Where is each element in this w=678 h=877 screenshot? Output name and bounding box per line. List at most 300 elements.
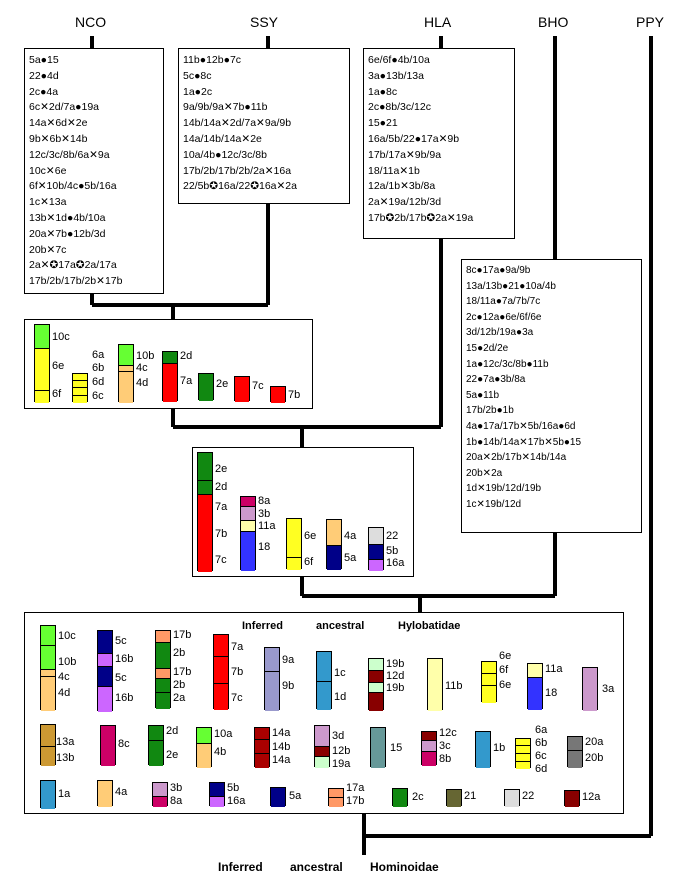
- event-line: 6e/6f●4b/10a: [368, 54, 430, 66]
- chromosome: [286, 518, 302, 569]
- chromosome: [368, 658, 384, 710]
- chromosome-segment: [153, 797, 167, 807]
- chromosome-label: 7c: [231, 692, 243, 704]
- event-line: 6c✕2d/7a●19a: [29, 101, 100, 114]
- chromosome-label: 5b: [386, 545, 399, 557]
- chromosome-segment: [287, 519, 301, 558]
- chromosome-segment: [369, 528, 383, 545]
- chromosome-segment: [369, 659, 383, 671]
- chromosome-segment: [214, 657, 228, 684]
- chromosome-label: 10c: [58, 630, 76, 642]
- chromosome: [40, 724, 56, 765]
- chromosome-label: 6c: [535, 750, 547, 762]
- hominoidae-title-1: Inferred: [218, 860, 263, 874]
- chromosome-segment: [265, 672, 279, 711]
- chromosome-label: 7c: [215, 554, 227, 566]
- chromosome-label: 1a: [58, 788, 71, 800]
- chromosome-segment: [73, 374, 87, 381]
- chromosome-segment: [98, 687, 112, 712]
- chromosome-segment: [516, 739, 530, 746]
- event-line: 12a/1b✕3b/8a: [368, 180, 436, 193]
- chromosome-segment: [369, 693, 383, 711]
- event-line: 1d✕19b/12d/19b: [466, 483, 542, 495]
- chromosome-segment: [197, 728, 211, 744]
- chromosome: [567, 736, 583, 767]
- chromosome-segment: [265, 648, 279, 672]
- chromosome-label: 21: [464, 790, 477, 802]
- chromosome-segment: [528, 678, 542, 710]
- chromosome-label: 2b: [173, 647, 186, 659]
- chromosome-label: 16a: [227, 795, 246, 807]
- chromosome-label: 11a: [258, 520, 276, 532]
- chromosome-segment: [35, 391, 49, 403]
- chromosome-label: 8a: [170, 795, 183, 807]
- chromosome: [152, 782, 168, 806]
- chromosome-segment: [369, 560, 383, 571]
- event-line: 12c/3c/8b/6a✕9a: [29, 148, 110, 161]
- chromosome-label: 12a: [582, 791, 601, 803]
- chromosome-label: 11b: [445, 680, 463, 692]
- event-line: 17b✪2b/17b✪2a✕19a: [368, 211, 474, 224]
- chromosome-label: 9a: [282, 654, 295, 666]
- chromosome: [196, 727, 212, 767]
- chromosome-segment: [119, 345, 133, 366]
- event-line: 17b/17a✕9b/9a: [368, 148, 442, 161]
- event-line: 10c✕6e: [29, 164, 67, 177]
- chromosome-segment: [317, 652, 331, 682]
- event-line: 3a●13b/13a: [368, 69, 424, 82]
- event-line: 15●2d/2e: [466, 342, 509, 354]
- chromosome-label: 8c: [118, 738, 130, 750]
- chromosome-segment: [198, 481, 212, 495]
- chromosome-segment: [447, 790, 461, 807]
- chromosome-label: 20a: [585, 736, 604, 748]
- chromosome-segment: [317, 682, 331, 710]
- chromosome-segment: [98, 781, 112, 807]
- chromosome-segment: [198, 453, 212, 481]
- chromosome-label: 13a: [56, 736, 75, 748]
- chromosome-segment: [98, 654, 112, 667]
- chromosome-segment: [98, 631, 112, 654]
- nco-events-list: [29, 53, 122, 290]
- event-line: 17b/2b/17b/2b✕17b: [29, 275, 123, 288]
- chromosome-segment: [329, 789, 343, 798]
- chromosome-segment: [422, 741, 436, 752]
- chromosome-label: 6f: [52, 388, 62, 400]
- chromosome: [481, 661, 497, 702]
- species-label-ssy: SSY: [250, 14, 279, 30]
- chromosome-label: 6d: [535, 763, 548, 775]
- chromosome-segment: [287, 558, 301, 570]
- chromosome-label: 4a: [344, 530, 357, 542]
- chromosome: [392, 788, 408, 806]
- chromosome: [527, 663, 543, 709]
- chromosome-label: 6d: [92, 376, 105, 388]
- chromosome: [234, 376, 250, 401]
- chromosome: [254, 727, 270, 767]
- chromosome-label: 22: [522, 790, 535, 802]
- chromosome-segment: [241, 521, 255, 532]
- chromosome: [209, 782, 225, 806]
- event-line: 4a●17a/17b✕5b/16a●6d: [466, 420, 576, 432]
- event-line: 13b✕1d●4b/10a: [29, 211, 106, 224]
- chromosome-label: 6e: [304, 530, 317, 542]
- species-label-nco: NCO: [75, 14, 107, 30]
- hla-events-list: [368, 53, 473, 227]
- chromosome-label: 18: [545, 687, 558, 699]
- ssy-events-list: [183, 53, 297, 195]
- chromosome: [97, 630, 113, 711]
- chromosome-label: 16b: [115, 653, 134, 665]
- event-line: 16a/5b/22●17a✕9b: [368, 132, 460, 145]
- event-line: 6f✕10b/4c●5b/16a: [29, 180, 117, 193]
- chromosome-label: 6a: [92, 349, 105, 361]
- chromosome-label: 7b: [288, 389, 301, 401]
- chromosome-label: 18: [258, 541, 271, 553]
- chromosome-label: 15: [390, 742, 403, 754]
- chromosome-label: 2b: [173, 679, 186, 691]
- chromosome-segment: [482, 662, 496, 674]
- chromosome-label: 1c: [334, 667, 346, 679]
- chromosome: [240, 496, 256, 570]
- chromosome-label: 19a: [332, 758, 351, 770]
- hylobatidae-title-2: ancestral: [316, 620, 365, 632]
- chromosome-segment: [41, 725, 55, 747]
- chromosome-label: 7a: [180, 375, 193, 387]
- chromosome-label: 5a: [344, 552, 357, 564]
- chromosome-label: 4c: [58, 671, 70, 683]
- event-line: 5a●15: [29, 54, 59, 66]
- chromosome-segment: [197, 744, 211, 768]
- chromosome: [40, 780, 56, 808]
- chromosome-label: 12b: [332, 745, 351, 757]
- chromosome-label: 10b: [136, 350, 155, 362]
- chromosome-segment: [163, 364, 177, 402]
- chromosome: [72, 373, 88, 402]
- chromosome: [197, 452, 213, 571]
- event-line: 18/11a✕1b: [368, 164, 420, 177]
- chromosome-segment: [41, 646, 55, 670]
- chromosome-segment: [210, 797, 224, 807]
- chromosome-segment: [255, 754, 269, 768]
- chromosome-segment: [156, 643, 170, 669]
- event-line: 9a/9b/9a✕7b●11b: [183, 101, 268, 114]
- chromosome-label: 5a: [289, 790, 302, 802]
- chromosome-label: 10a: [214, 728, 233, 740]
- chromosome-segment: [119, 372, 133, 403]
- species-label-bho: BHO: [538, 14, 569, 30]
- chromosome-label: 2a: [173, 692, 186, 704]
- chromosome-segment: [235, 377, 249, 402]
- chromosome-label: 2d: [166, 725, 179, 737]
- bho-events-box: [461, 259, 642, 533]
- chromosome-label: 9b: [282, 680, 295, 692]
- chromosome-label: 19b: [386, 658, 405, 670]
- chromosome-segment: [199, 374, 213, 401]
- chromosome: [328, 788, 344, 806]
- chromosome-label: 6e: [52, 360, 65, 372]
- chromosome: [162, 351, 178, 401]
- event-line: 1a●12c/3c/8b●11b: [466, 358, 549, 370]
- chromosome-label: 6f: [499, 664, 509, 676]
- chromosome-label: 16b: [115, 692, 134, 704]
- chromosome-segment: [369, 671, 383, 683]
- chromosome-label: 4d: [136, 377, 149, 389]
- chromosome-label: 11a: [545, 663, 563, 675]
- chromosome-segment: [568, 737, 582, 751]
- chromosome-label: 17a: [346, 782, 365, 794]
- event-line: 10a/4b●12c/3c/8b: [183, 148, 267, 161]
- chromosome-label: 7a: [215, 501, 228, 513]
- chromosome-segment: [315, 747, 329, 757]
- chromosome-segment: [41, 626, 55, 646]
- chromosome-label: 8b: [439, 753, 452, 765]
- chromosome-label: 5c: [115, 635, 127, 647]
- chromosome-segment: [315, 757, 329, 768]
- event-line: 14b/14a✕2d/7a✕9a/9b: [183, 117, 292, 130]
- event-line: 2c●12a●6e/6f/6e: [466, 311, 542, 323]
- chromosome-label: 6b: [92, 362, 105, 374]
- chromosome-label: 12d: [386, 670, 405, 682]
- chromosome-label: 6f: [304, 556, 314, 568]
- chromosome-label: 8a: [258, 495, 271, 507]
- chromosome: [213, 634, 229, 709]
- chromosome-label: 4d: [58, 687, 71, 699]
- chromosome-segment: [565, 791, 579, 807]
- chromosome-label: 7b: [231, 666, 244, 678]
- hylobatidae-title-1: Inferred: [242, 620, 283, 632]
- chromosome-segment: [156, 669, 170, 679]
- chromosome-segment: [35, 349, 49, 391]
- event-line: 11b●12b●7c: [183, 54, 242, 66]
- chromosome: [421, 731, 437, 765]
- chromosome-segment: [73, 381, 87, 388]
- chromosome-label: 7c: [252, 380, 264, 392]
- chromosome-segment: [327, 546, 341, 570]
- chromosome-label: 10c: [52, 331, 70, 343]
- event-line: 20a✕2b/17b✕14b/14a: [466, 452, 567, 464]
- chromosome: [264, 647, 280, 710]
- hominoidae-title-3: Hominoidae: [370, 860, 439, 874]
- event-line: 13a/13b●21●10a/4b: [466, 280, 556, 292]
- chromosome: [475, 731, 491, 767]
- event-line: 2c●8b/3c/12c: [368, 101, 431, 114]
- chromosome-label: 7a: [231, 641, 244, 653]
- bho-events-list: [466, 263, 581, 513]
- chromosome-segment: [482, 686, 496, 703]
- chromosome-segment: [41, 677, 55, 711]
- chromosome-label: 7b: [215, 528, 228, 540]
- chromosome-segment: [153, 783, 167, 797]
- chromosome-segment: [369, 683, 383, 693]
- nco-events-box: [24, 48, 164, 294]
- chromosome-segment: [255, 728, 269, 740]
- chromosome-label: 14a: [272, 754, 291, 766]
- event-line: 15●21: [368, 117, 398, 130]
- chromosome-label: 3b: [258, 508, 271, 520]
- chromosome-segment: [271, 788, 285, 807]
- chromosome: [370, 727, 386, 767]
- event-line: 3d/12b/19a●3a: [466, 327, 534, 339]
- chromosome-segment: [73, 396, 87, 403]
- chromosome-segment: [156, 631, 170, 643]
- chromosome-segment: [568, 751, 582, 768]
- event-line: 18/11a●7a/7b/7c: [466, 296, 541, 308]
- chromosome-label: 14a: [272, 727, 291, 739]
- chromosome-label: 6c: [92, 390, 104, 402]
- chromosome: [427, 658, 443, 710]
- species-label-hla: HLA: [424, 14, 452, 30]
- chromosome-label: 20b: [585, 752, 604, 764]
- chromosome: [314, 725, 330, 767]
- chromosome-label: 14b: [272, 741, 291, 753]
- event-line: 14a✕6d✕2e: [29, 117, 88, 130]
- chromosome-label: 3c: [439, 740, 451, 752]
- hylobatidae-title-3: Hylobatidae: [398, 620, 461, 632]
- event-line: 1b●14b/14a✕17b✕5b●15: [466, 436, 582, 448]
- event-line: 22●7a●3b/8a: [466, 374, 526, 386]
- chromosome: [40, 625, 56, 710]
- chromosome-label: 1d: [334, 691, 347, 703]
- chromosome: [515, 738, 531, 768]
- chromosome-segment: [505, 790, 519, 807]
- chromosome-label: 2d: [215, 481, 228, 493]
- chromosome-label: 16a: [386, 557, 405, 569]
- event-line: 22/5b✪16a/22✪16a✕2a: [183, 180, 297, 193]
- chromosome: [34, 324, 50, 402]
- event-line: 1c✕19b/12d: [466, 498, 522, 510]
- chromosome: [155, 630, 171, 708]
- chromosome-segment: [482, 674, 496, 686]
- chromosome-segment: [214, 635, 228, 657]
- chromosome-segment: [369, 545, 383, 560]
- chromosome-segment: [255, 740, 269, 754]
- event-line: 20b✕2a: [466, 467, 503, 479]
- chromosome-segment: [271, 387, 285, 403]
- chromosome-label: 19b: [386, 682, 405, 694]
- chromosome-segment: [73, 388, 87, 396]
- chromosome-segment: [241, 507, 255, 521]
- event-line: 1a●2c: [183, 85, 213, 98]
- chromosome-label: 6e: [499, 679, 512, 691]
- chromosome-label: 3d: [332, 730, 345, 742]
- chromosome-label: 4a: [115, 786, 128, 798]
- chromosome-segment: [528, 664, 542, 678]
- chromosome-segment: [149, 741, 163, 766]
- event-line: 5a●11b: [466, 389, 500, 401]
- chromosome: [198, 373, 214, 400]
- event-line: 17b/2b/17b/2b/2a✕16a: [183, 164, 292, 177]
- chromosome-label: 10b: [58, 656, 77, 668]
- chromosome-label: 13b: [56, 752, 75, 764]
- chromosome-label: 2e: [216, 378, 229, 390]
- chromosome-label: 5c: [115, 672, 127, 684]
- event-line: 8c●17a●9a/9b: [466, 265, 531, 276]
- chromosome-segment: [41, 670, 55, 677]
- chromosome-label: 4c: [136, 362, 148, 374]
- event-line: 9b✕6b✕14b: [29, 132, 88, 145]
- chromosome-label: 2e: [215, 463, 228, 475]
- chromosome-segment: [393, 789, 407, 807]
- chromosome-label: 3b: [170, 782, 183, 794]
- species-label-ppy: PPY: [636, 14, 665, 30]
- chromosome-segment: [516, 746, 530, 754]
- chromosome-label: 17b: [173, 666, 192, 678]
- chromosome-segment: [516, 754, 530, 762]
- chromosome-segment: [210, 783, 224, 797]
- event-line: 1a●8c: [368, 85, 398, 98]
- chromosome-label: 3a: [602, 683, 615, 695]
- chromosome-label: 2e: [166, 749, 179, 761]
- event-line: 5c●8c: [183, 69, 212, 82]
- hla-events-box: [363, 48, 515, 239]
- chromosome-label: 6b: [535, 737, 548, 749]
- chromosome-segment: [583, 668, 597, 711]
- chromosome-segment: [428, 659, 442, 711]
- chromosome: [100, 725, 116, 765]
- chromosome-segment: [476, 732, 490, 768]
- chromosome-label: 17b: [346, 795, 365, 807]
- chromosome-label: 17b: [173, 629, 192, 641]
- chromosome-segment: [41, 781, 55, 809]
- chromosome-segment: [327, 520, 341, 546]
- ssy-events-box: [178, 48, 350, 204]
- event-line: 17b/2b●1b: [466, 405, 514, 417]
- chromosome-label: 22: [386, 530, 399, 542]
- chromosome: [446, 789, 462, 806]
- hominoidae-title-2: ancestral: [290, 860, 343, 874]
- chromosome-segment: [163, 352, 177, 364]
- chromosome: [326, 519, 342, 569]
- chromosome: [97, 780, 113, 806]
- chromosome: [368, 527, 384, 570]
- chromosome-label: 6a: [535, 724, 548, 736]
- chromosome-segment: [98, 667, 112, 687]
- event-line: 14a/14b/14a✕2e: [183, 132, 262, 145]
- chromosome-segment: [329, 798, 343, 807]
- hylobatidae-ancestor-box: [24, 612, 624, 814]
- chromosome: [564, 790, 580, 806]
- chromosome-label: 1b: [493, 742, 506, 754]
- chromosome: [582, 667, 598, 710]
- chromosome-segment: [35, 325, 49, 349]
- chromosome-label: 2c: [412, 791, 424, 803]
- chromosome-segment: [422, 732, 436, 741]
- chromosome-label: 12c: [439, 727, 457, 739]
- chromosome-label: 4b: [214, 746, 227, 758]
- chromosome-segment: [41, 747, 55, 766]
- chromosome-segment: [156, 693, 170, 709]
- chromosome: [148, 725, 164, 765]
- chromosome-label: 2d: [180, 350, 193, 362]
- event-line: 2a✕✪17a✪2a/17a: [29, 259, 117, 272]
- chromosome: [504, 789, 520, 806]
- chromosome: [316, 651, 332, 709]
- chromosome-label: 6e: [499, 650, 512, 662]
- chromosome-segment: [371, 728, 385, 768]
- event-line: 22●4d: [29, 69, 59, 82]
- chromosome-label: 5b: [227, 782, 240, 794]
- chromosome-segment: [422, 752, 436, 766]
- event-line: 2a✕19a/12b/3d: [368, 196, 442, 209]
- chromosome-segment: [149, 726, 163, 741]
- chromosome: [118, 344, 134, 402]
- chromosome-segment: [214, 684, 228, 710]
- chromosome-segment: [315, 726, 329, 747]
- chromosome-segment: [241, 532, 255, 571]
- chromosome: [270, 386, 286, 402]
- chromosome-segment: [101, 726, 115, 766]
